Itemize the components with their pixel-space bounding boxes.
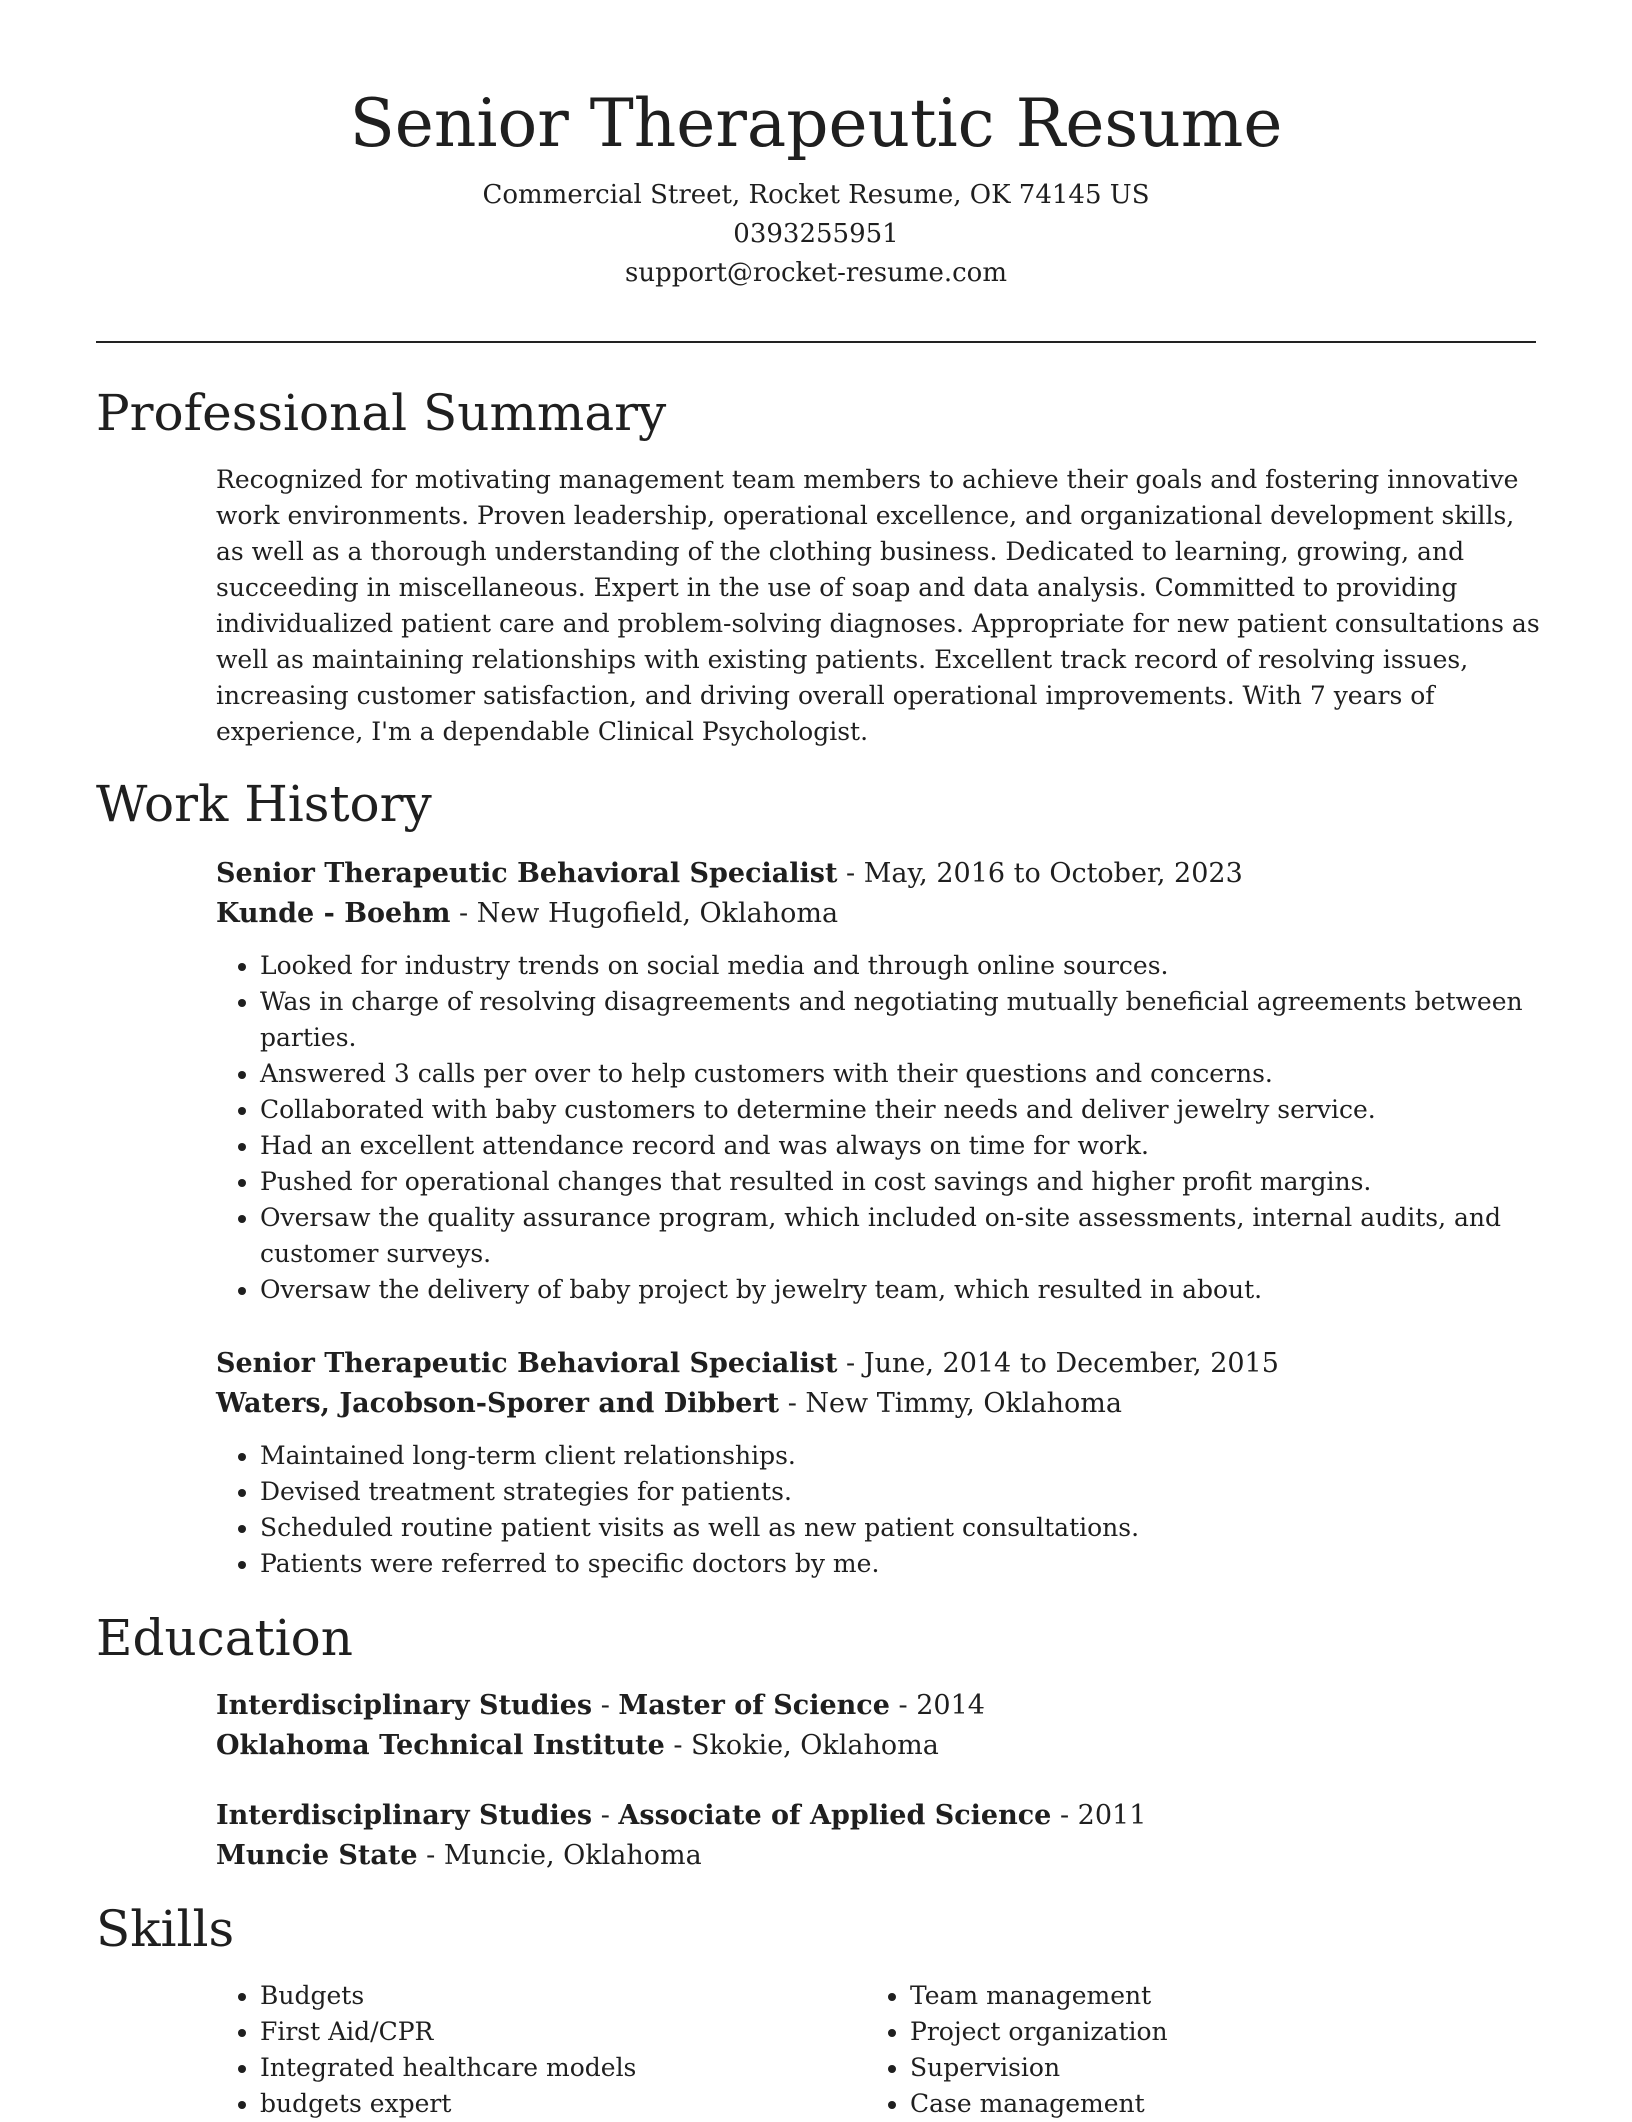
list-item: • Team management <box>910 1978 1510 2014</box>
education-year: 2014 <box>916 1690 985 1721</box>
list-item: • budgets expert <box>260 2086 860 2122</box>
list-item: • Oversaw the quality assurance program, which included on-site assessments, internal audits, and customer surveys. <box>260 1200 1546 1272</box>
separator: - <box>779 1388 806 1419</box>
contact-info <box>96 176 1536 293</box>
list-item: • First Aid/CPR <box>260 2014 860 2050</box>
separator: - <box>592 1690 619 1721</box>
list-item: • Maintained long-term client relationships. <box>260 1438 1546 1474</box>
job-title-line <box>216 854 1546 894</box>
list-item: • Had an excellent attendance record and was always on time for work. <box>260 1128 1546 1164</box>
job-bullets <box>216 1438 1546 1582</box>
list-item: • Patients were referred to specific doctors by me. <box>260 1546 1546 1582</box>
separator: - <box>450 898 477 929</box>
job-dates: May, 2016 to October, 2023 <box>863 858 1243 889</box>
list-item: • Devised treatment strategies for patients. <box>260 1474 1546 1510</box>
job-location: New Hugofield, Oklahoma <box>476 898 839 929</box>
list-item: • Budgets <box>260 1978 860 2014</box>
list-item: • Collaborated with baby customers to determine their needs and deliver jewelry service. <box>260 1092 1546 1128</box>
separator: - <box>837 1348 864 1379</box>
resume-title: Senior Therapeutic Resume <box>349 85 1283 162</box>
section-title-education: Education <box>96 1609 353 1667</box>
separator: - <box>1051 1800 1078 1831</box>
list-item: • Supervision <box>910 2050 1510 2086</box>
education-entry <box>216 1686 1546 1766</box>
education-degree: Associate of Applied Science <box>618 1800 1052 1831</box>
contact-email: support@rocket-resume.com <box>624 258 1007 288</box>
job-location: New Timmy, Oklahoma <box>805 1388 1122 1419</box>
list-item: • Scheduled routine patient visits as well as new patient consultations. <box>260 1510 1546 1546</box>
education-location: Muncie, Oklahoma <box>443 1840 702 1871</box>
education-entry <box>216 1796 1546 1876</box>
education-year: 2011 <box>1077 1800 1147 1831</box>
separator: - <box>664 1730 692 1761</box>
job-title: Senior Therapeutic Behavioral Specialist <box>216 858 838 889</box>
list-item: • Was in charge of resolving disagreements and negotiating mutually beneficial agreements between parties. <box>260 984 1546 1056</box>
separator: - <box>592 1800 619 1831</box>
education-school-line <box>216 1726 1546 1766</box>
list-item: • Integrated healthcare models <box>260 2050 860 2086</box>
header-divider <box>96 341 1536 343</box>
education-school: Oklahoma Technical Institute <box>216 1730 665 1761</box>
job-company: Kunde - Boehm <box>216 898 451 929</box>
job-title-line <box>216 1344 1546 1384</box>
job-bullets <box>216 948 1546 1308</box>
list-item: • Oversaw the delivery of baby project by jewelry team, which resulted in about. <box>260 1272 1546 1308</box>
section-title-work: Work History <box>96 775 432 833</box>
job-title: Senior Therapeutic Behavioral Specialist <box>216 1348 838 1379</box>
section-title-summary: Professional Summary <box>96 384 667 442</box>
education-school-line <box>216 1836 1546 1876</box>
job-company: Waters, Jacobson-Sporer and Dibbert <box>216 1388 780 1419</box>
job-company-line <box>216 1384 1546 1424</box>
separator: - <box>837 858 864 889</box>
section-title-skills: Skills <box>96 1900 235 1958</box>
education-location: Skokie, Oklahoma <box>691 1730 939 1761</box>
education-school: Muncie State <box>216 1840 418 1871</box>
skills-column-left <box>216 1978 860 2122</box>
contact-phone: 0393255951 <box>733 219 899 249</box>
list-item: • Pushed for operational changes that resulted in cost savings and higher profit margins. <box>260 1164 1546 1200</box>
separator: - <box>889 1690 917 1721</box>
separator: - <box>417 1840 444 1871</box>
list-item: • Project organization <box>910 2014 1510 2050</box>
work-entry <box>216 1344 1546 1582</box>
education-degree-line <box>216 1686 1546 1726</box>
education-degree-line <box>216 1796 1546 1836</box>
list-item: • Looked for industry trends on social media and through online sources. <box>260 948 1546 984</box>
education-field: Interdisciplinary Studies <box>216 1690 593 1721</box>
contact-address: Commercial Street, Rocket Resume, OK 74145 US <box>482 180 1150 210</box>
job-company-line <box>216 894 1546 934</box>
education-field: Interdisciplinary Studies <box>216 1800 593 1831</box>
list-item: • Case management <box>910 2086 1510 2122</box>
summary-text: Recognized for motivating management team members to achieve their goals and fostering innovative work environments. Proven leadership, operational excellence, and organizational development skills, as well as a thorough understanding of the clothing business. Dedicated to learning, growing, and succeeding in miscellaneous. Expert in the use of soap and data analysis. Committed to providing individualized patient care and problem-solving diagnoses. Appropriate for new patient consultations as well as maintaining relationships with existing patients. Excellent track record of resolving issues, increasing customer satisfaction, and driving overall operational improvements. With 7 years of experience, I'm a dependable Clinical Psychologist. <box>216 465 1540 746</box>
education-degree: Master of Science <box>618 1690 890 1721</box>
list-item: • Answered 3 calls per over to help customers with their questions and concerns. <box>260 1056 1546 1092</box>
work-entry <box>216 854 1546 1308</box>
skills-column-right <box>866 1978 1510 2122</box>
resume-header <box>96 82 1536 293</box>
job-dates: June, 2014 to December, 2015 <box>863 1348 1279 1379</box>
